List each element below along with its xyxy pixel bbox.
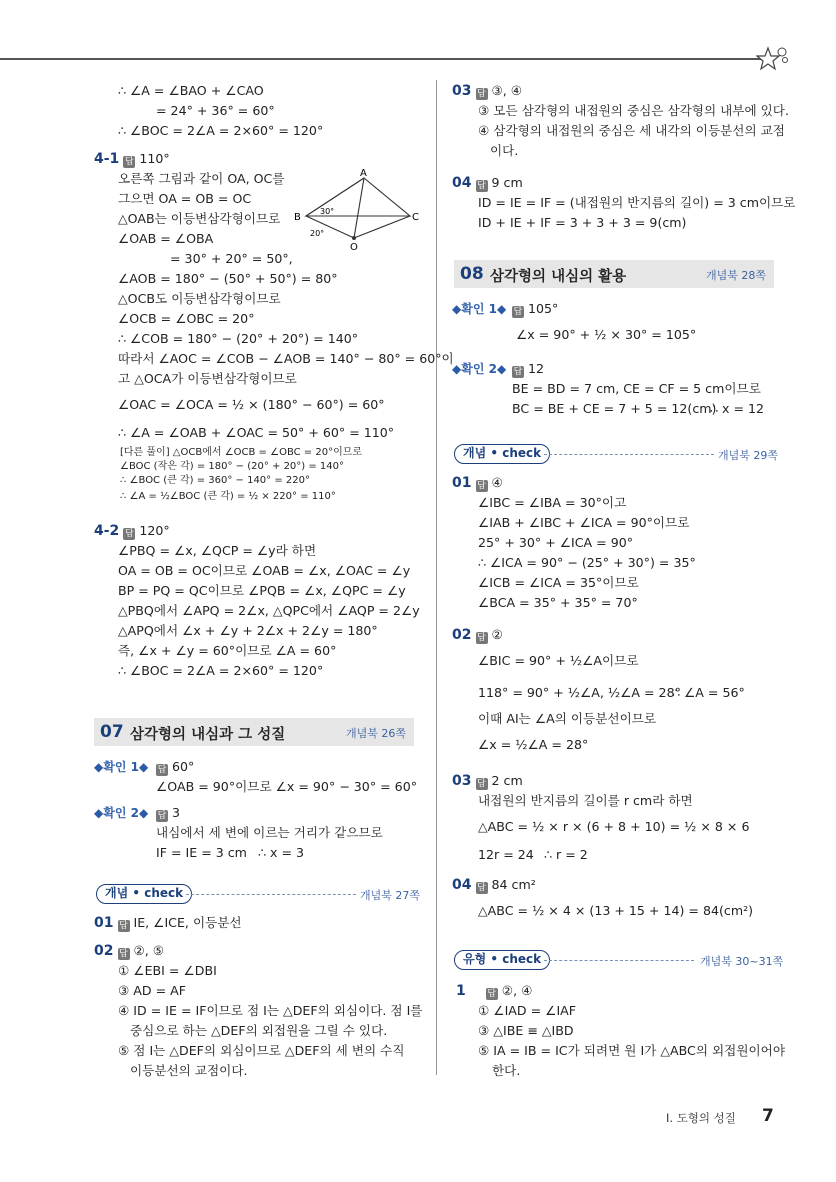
top-rule — [0, 58, 770, 60]
q02-line: ∠BIC = 90° + ½∠A이므로 — [478, 653, 639, 668]
q1-line: ③ △IBE ≡ △IBD — [478, 1023, 574, 1038]
q01-left: 01 답 IE, ∠ICE, 이등분선 — [94, 915, 242, 931]
type-check-tag: 유형 • check — [454, 950, 550, 970]
q02-line: 중심으로 하는 △DEF의 외접원을 그릴 수 있다. — [130, 1023, 388, 1038]
p42-line: ∴ ∠BOC = 2∠A = 2×60° = 120° — [118, 663, 324, 678]
q01-right: 01 답 ④ — [452, 475, 503, 491]
intro-line-2: = 24° + 36° = 60° — [156, 103, 275, 118]
footer-chapter: Ⅰ. 도형의 성질 — [666, 1111, 736, 1125]
confirm-2-line: IF = IE = 3 cm — [156, 845, 247, 860]
label-c: C — [412, 212, 419, 223]
p41-line: 그으면 OA = OB = OC — [118, 191, 252, 206]
type-check-ref: 개념북 30~31쪽 — [700, 955, 784, 968]
p42-line: 즉, ∠x + ∠y = 60°이므로 ∠A = 60° — [118, 643, 337, 658]
section-number: 08 — [460, 264, 484, 284]
section-08-header — [454, 260, 774, 288]
dashed-rule — [544, 960, 694, 961]
label-a: A — [360, 168, 367, 179]
p41-alt: ∴ ∠BOC (큰 각) = 360° − 140° = 220° — [120, 475, 310, 486]
confirm-1-answer: 답 105° — [513, 301, 559, 317]
answer-icon: 답 — [477, 481, 486, 491]
answer-icon: 답 — [157, 811, 167, 821]
answer-icon: 답 — [119, 949, 128, 959]
p41-line: ∠AOB = 180° − (50° + 50°) = 80° — [118, 271, 338, 286]
q01-line: ∠IBC = ∠IBA = 30°이고 — [478, 495, 627, 510]
column-divider — [436, 80, 437, 1075]
confirm-2-answer: 답 12 — [513, 361, 545, 377]
confirm-2-label: ◆확인 2◆ — [452, 362, 507, 376]
concept-check-ref: 개념북 27쪽 — [360, 889, 420, 902]
p41-line: ∴ ∠A = ∠OAB + ∠OAC = 50° + 60° = 110° — [118, 425, 395, 440]
answer-icon: 답 — [477, 89, 486, 99]
section-title: 삼각형의 내심과 그 성질 — [130, 727, 286, 743]
q02-line: 이때 AI는 ∠A의 이등분선이므로 — [478, 711, 657, 726]
q02-line: ∴ ∠A = 56° — [672, 685, 745, 700]
q03-line: ∴ r = 2 — [544, 847, 588, 862]
q01-line: ∠ICB = ∠ICA = 35°이므로 — [478, 575, 639, 590]
section-ref: 개념북 28쪽 — [706, 269, 766, 282]
answer-icon: 답 — [477, 181, 486, 191]
answer-icon: 답 — [513, 367, 523, 377]
q01-line: ∴ ∠ICA = 90° − (25° + 30°) = 35° — [478, 555, 696, 570]
p41-line: △OCB도 이등변삼각형이므로 — [118, 291, 281, 306]
p42-line: BP = PQ = QC이므로 ∠PQB = ∠x, ∠QPC = ∠y — [118, 583, 406, 598]
dashed-rule — [544, 454, 714, 455]
q02-line: 이등분선의 교점이다. — [130, 1063, 248, 1078]
confirm-2-line: ∴ x = 12 — [710, 401, 765, 416]
p41-line: ∠OCB = ∠OBC = 20° — [118, 311, 255, 326]
p42-line: △APQ에서 ∠x + ∠y + 2∠x + 2∠y = 180° — [118, 623, 378, 638]
section-title: 삼각형의 내심의 활용 — [490, 269, 627, 285]
q04a-line: ID = IE = IF = (내접원의 반지름의 길이) = 3 cm이므로 — [478, 195, 796, 210]
confirm-1-line: ∠OAB = 90°이므로 ∠x = 90° − 30° = 60° — [156, 779, 418, 794]
q02-line: 118° = 90° + ½∠A, ½∠A = 28° — [478, 685, 681, 700]
intro-line-3: ∴ ∠BOC = 2∠A = 2×60° = 120° — [118, 123, 324, 138]
confirm-2-line: BE = BD = 7 cm, CE = CF = 5 cm이므로 — [512, 381, 761, 396]
confirm-2-label: ◆확인 2◆ — [94, 806, 149, 820]
q03a-header: 03 답 ③, ④ — [452, 83, 523, 99]
label-b: B — [294, 212, 301, 223]
answer-icon: 답 — [477, 779, 486, 789]
confirm-2-line: 내심에서 세 변에 이르는 거리가 같으므로 — [156, 825, 383, 840]
intro-line-1: ∴ ∠A = ∠BAO + ∠CAO — [118, 83, 264, 98]
answer-icon: 답 — [157, 765, 167, 775]
p41-line: ∴ ∠COB = 180° − (20° + 20°) = 140° — [118, 331, 359, 346]
confirm-1-line: ∠x = 90° + ½ × 30° = 105° — [516, 327, 697, 342]
confirm-1-answer: 답 60° — [157, 759, 195, 775]
p42-line: △PBQ에서 ∠APQ = 2∠x, △QPC에서 ∠AQP = 2∠y — [118, 603, 420, 618]
confirm-1-label: ◆확인 1◆ — [94, 760, 149, 774]
problem-4-2-header — [94, 522, 170, 540]
q01-line: ∠BCA = 35° + 35° = 70° — [478, 595, 638, 610]
answer-icon: 답 — [477, 633, 486, 643]
q04-line: △ABC = ½ × 4 × (13 + 15 + 14) = 84(cm²) — [478, 903, 754, 918]
q01-line: 25° + 30° + ∠ICA = 90° — [478, 535, 634, 550]
q1-line: ① ∠IAD = ∠IAF — [478, 1003, 577, 1018]
q04a-line: ID + IE + IF = 3 + 3 + 3 = 9(cm) — [478, 215, 687, 230]
q03a-line: 이다. — [490, 143, 519, 158]
q02-line: ∠x = ½∠A = 28° — [478, 737, 589, 752]
page-number: 7 — [762, 1106, 774, 1126]
q03-line: △ABC = ½ × r × (6 + 8 + 10) = ½ × 8 × 6 — [478, 819, 750, 834]
q02-right: 02 답 ② — [452, 627, 503, 643]
section-number: 07 — [100, 722, 124, 742]
q02-line: ④ ID = IE = IF이므로 점 I는 △DEF의 외심이다. 점 I를 — [118, 1003, 423, 1018]
problem-number: 4-1 — [94, 151, 120, 167]
answer-icon: 답 — [477, 883, 486, 893]
p41-line: 오른쪽 그림과 같이 OA, OC를 — [118, 171, 285, 186]
q1-right: 1 답 ②, ④ — [456, 983, 533, 999]
answer-value: 120° — [139, 523, 170, 538]
answer-value: 110° — [139, 151, 170, 166]
p41-line: 고 △OCA가 이등변삼각형이므로 — [118, 371, 297, 386]
q04a-header: 04 답 9 cm — [452, 175, 523, 191]
confirm-1-label: ◆확인 1◆ — [452, 302, 507, 316]
q03-line: 12r = 24 — [478, 847, 534, 862]
problem-number: 4-2 — [94, 523, 120, 539]
section-ref: 개념북 26쪽 — [346, 727, 406, 740]
p41-line: ∠OAB = ∠OBA — [118, 231, 214, 246]
p41-alt: ∠BOC (작은 각) = 180° − (20° + 20°) = 140° — [120, 461, 345, 472]
p41-line: = 30° + 20° = 50°, — [170, 251, 293, 266]
p41-alt: ∴ ∠A = ½∠BOC (큰 각) = ½ × 220° = 110° — [120, 491, 336, 502]
q02-line: ① ∠EBI = ∠DBI — [118, 963, 217, 978]
q02-line: ⑤ 점 I는 △DEF의 외심이므로 △DEF의 세 변의 수직 — [118, 1043, 405, 1058]
concept-check-tag: 개념 • check — [454, 444, 550, 464]
q1-line: ⑤ IA = IB = IC가 되려면 원 I가 △ABC의 외접원이어야 — [478, 1043, 785, 1058]
q01-line: ∠IAB + ∠IBC + ∠ICA = 90°이므로 — [478, 515, 690, 530]
q04-right: 04 답 84 cm² — [452, 877, 536, 893]
answer-icon: 답 — [487, 989, 497, 999]
confirm-2-answer: 답 3 — [157, 805, 181, 821]
q03-right: 03 답 2 cm — [452, 773, 523, 789]
q02-line: ③ AD = AF — [118, 983, 187, 998]
p41-line: △OAB는 이등변삼각형이므로 — [118, 211, 281, 226]
p41-alt: [다른 풀이] △OCB에서 ∠OCB = ∠OBC = 20°이므로 — [120, 447, 363, 458]
angle-label-1: 30° — [320, 207, 335, 216]
answer-icon: 답 — [119, 921, 128, 931]
q1-line: 한다. — [492, 1063, 521, 1078]
angle-label-2: 20° — [310, 229, 325, 238]
q03-line: 내접원의 반지름의 길이를 r cm라 하면 — [478, 793, 693, 808]
p41-line: 따라서 ∠AOC = ∠COB − ∠AOB = 140° − 80° = 60°이 — [118, 351, 454, 366]
answer-icon: 답 — [124, 157, 134, 167]
problem-4-1-header — [94, 150, 170, 168]
q02-left: 02 답 ②, ⑤ — [94, 943, 165, 959]
answer-icon: 답 — [124, 529, 134, 539]
confirm-2-line: ∴ x = 3 — [258, 845, 305, 860]
q03a-line: ③ 모든 삼각형의 내접원의 중심은 삼각형의 내부에 있다. — [478, 103, 789, 118]
section-07-header — [94, 718, 414, 746]
concept-check-tag: 개념 • check — [96, 884, 192, 904]
p42-line: ∠PBQ = ∠x, ∠QCP = ∠y라 하면 — [118, 543, 317, 558]
dashed-rule — [186, 894, 356, 895]
concept-check-ref: 개념북 29쪽 — [718, 449, 778, 462]
answer-icon: 답 — [513, 307, 523, 317]
q03a-line: ④ 삼각형의 내접원의 중심은 세 내각의 이등분선의 교점 — [478, 123, 785, 138]
triangle-figure — [292, 166, 422, 252]
p41-line: ∠OAC = ∠OCA = ½ × (180° − 60°) = 60° — [118, 397, 385, 412]
star-icon — [756, 44, 790, 76]
label-o: O — [350, 242, 358, 252]
p42-line: OA = OB = OC이므로 ∠OAB = ∠x, ∠OAC = ∠y — [118, 563, 411, 578]
confirm-2-line: BC = BE + CE = 7 + 5 = 12(cm) — [512, 401, 717, 416]
